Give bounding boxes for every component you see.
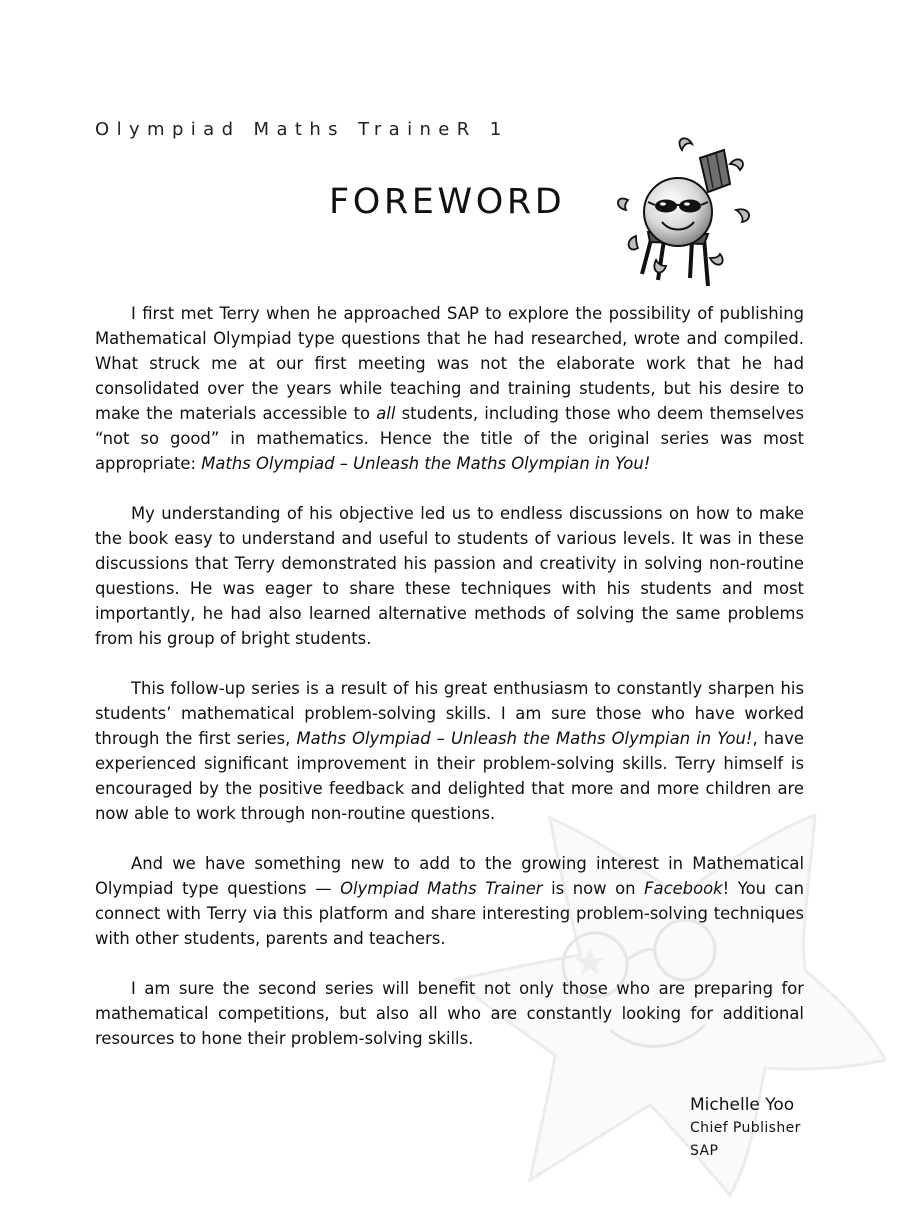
paragraph-text: , have experienced significant improvement in their problem-solving skills. Terry himself is encouraged by the positive feedback and delighted that more and more children are now able to work through non-routine questions. (95, 729, 805, 823)
sun-with-sunglasses-on-chair-icon (612, 136, 760, 292)
paragraph-text: is now on (542, 879, 645, 898)
signature-block (690, 1094, 801, 1163)
foreword-paragraph (95, 301, 804, 476)
emphasized-text: Facebook (644, 879, 723, 898)
foreword-paragraph (95, 676, 804, 826)
foreword-paragraph (95, 976, 804, 1051)
emphasized-text: Maths Olympiad – Unleash the Maths Olympian in You! (296, 729, 753, 748)
foreword-paragraph (95, 851, 804, 951)
paragraph-text: And we have something new to add to the growing interest in Mathematical Olympiad type questions — (95, 854, 804, 898)
paragraph-text: My understanding of his objective led us to endless discussions on how to make the book easy to understand and useful to students of various levels. It was in these discussions that Terry demonstrated his passion and creativity in solving non-routine questions. He was eager to share these techniques with his students and most importantly, he had also learned alternative methods of solving the same problems from his group of bright students. (95, 504, 804, 648)
paragraph-text: ! You can connect with Terry via this platform and share interesting problem-solving techniques with other students, parents and teachers. (95, 879, 805, 948)
paragraph-text: This follow-up series is a result of his great enthusiasm to constantly sharpen his students’ mathematical problem-solving skills. I am sure those who have worked through the first series, (95, 679, 804, 748)
series-title: Olympiad Maths TraineR 1 (95, 119, 509, 140)
paragraph-text: students, including those who deem themselves “not so good” in mathematics. Hence the title of the original series was most appropriate: (95, 404, 804, 473)
emphasized-text: Maths Olympiad – Unleash the Maths Olympian in You! (201, 454, 651, 473)
emphasized-text: Olympiad Maths Trainer (340, 879, 543, 898)
paragraph-text: I first met Terry when he approached SAP to explore the possibility of publishing Mathematical Olympiad type questions that he had researched, wrote and compiled. What struck me at our first meeting was not the elaborate work that he had consolidated over the years while teaching and training students, but his desire to make the materials accessible to (95, 304, 804, 423)
paragraph-text: I am sure the second series will benefit not only those who are preparing for mathematical competitions, but also all who are constantly looking for additional resources to hone their problem-solving skills. (95, 979, 804, 1048)
foreword-body (95, 301, 804, 1076)
page-title: FOREWORD (329, 182, 566, 222)
emphasized-text: all (376, 404, 396, 423)
signature-name: Michelle Yoo (690, 1095, 795, 1115)
foreword-paragraph (95, 501, 804, 651)
signature-organization: SAP (690, 1143, 719, 1159)
signature-role: Chief Publisher (690, 1120, 801, 1136)
